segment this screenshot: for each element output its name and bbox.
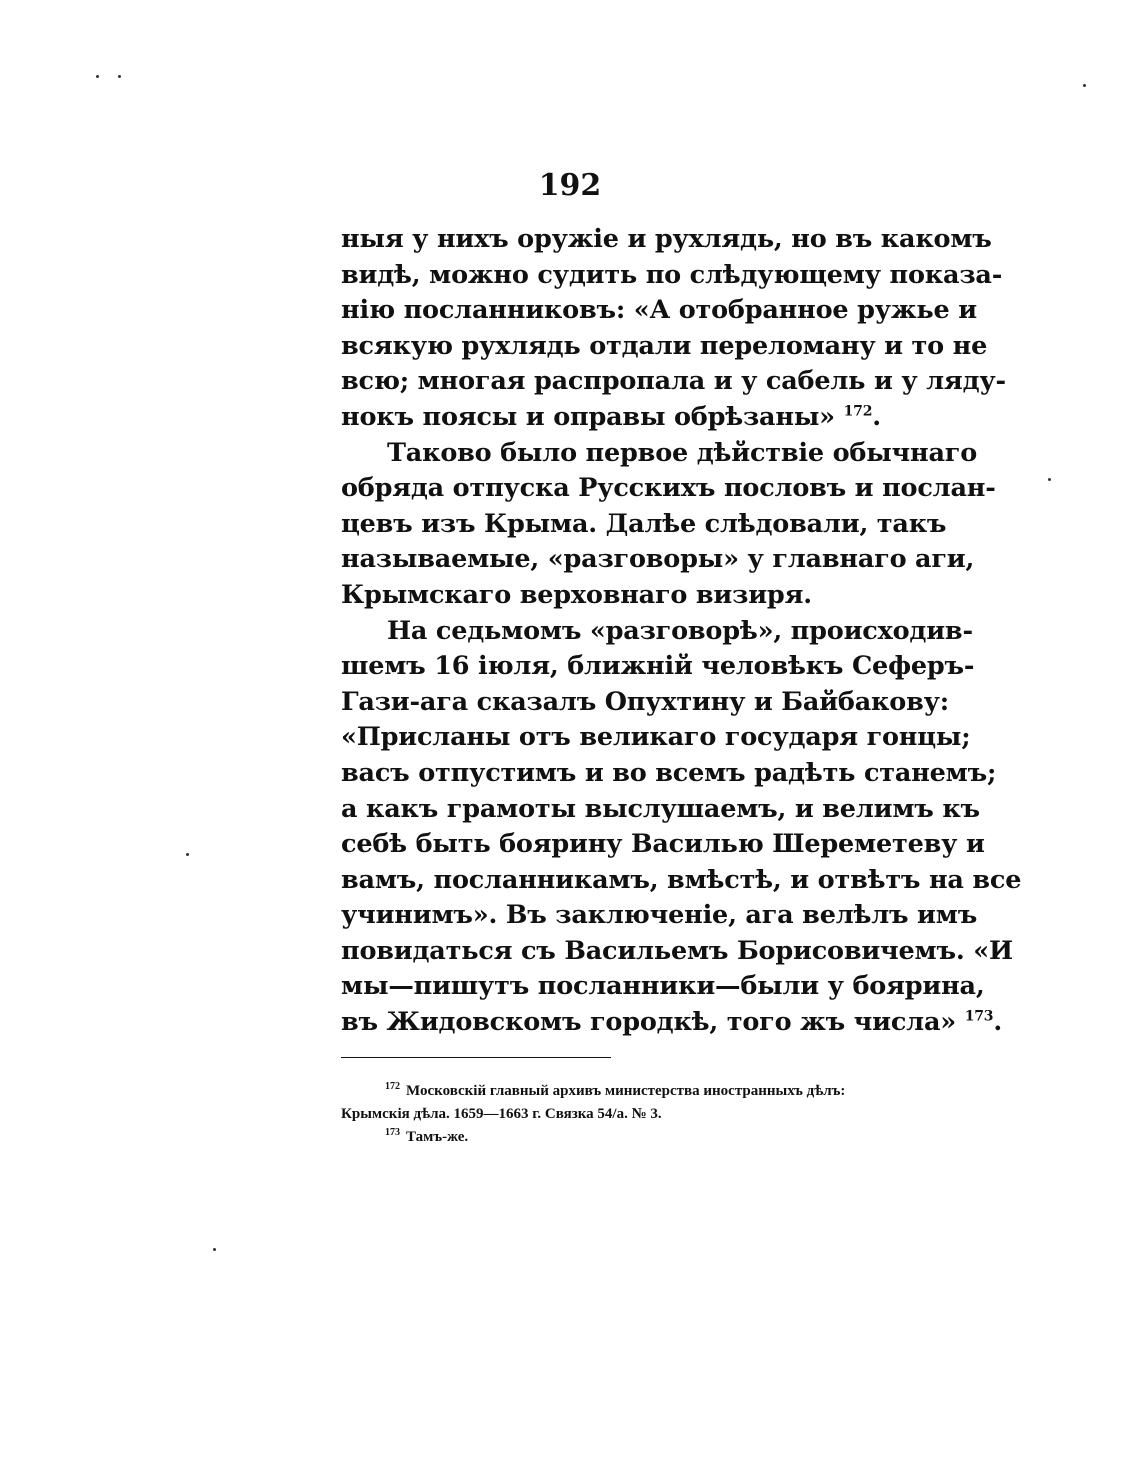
paragraph-1 [341,222,1006,436]
text-line: себѣ быть боярину Василью Шереметеву и [341,829,985,860]
scan-speck [118,75,121,78]
footnote-number: 173 [385,1127,400,1138]
footnote-line [341,1080,931,1103]
scan-speck [96,75,99,78]
text-line: шемъ 16 іюля, ближній человѣкъ Сеферъ- [341,651,975,682]
text-line: На седьмомъ «разговорѣ», происходив- [387,615,973,646]
text-line: нію посланниковъ: «А отобранное ружье и [341,295,977,326]
scan-speck [1048,478,1051,481]
text-line [341,1005,1003,1041]
line-tail: . [872,401,881,432]
text-line-content: нокъ поясы и оправы обрѣзаны» [341,401,835,432]
text-line: всю; многая распропала и у сабель и у ляду- [341,366,1006,397]
text-line: Таково было первое дѣйствіе обычнаго [387,437,978,468]
footnote-text: Тамъ-же. [406,1129,469,1145]
paragraph-3 [341,614,1022,1041]
text-line: обряда отпуска Русскихъ пословъ и послан- [341,473,996,504]
text-line: видѣ, можно судить по слѣдующему показа- [341,259,1003,290]
text-line: повидаться съ Васильемъ Борисовичемъ. «И [341,935,1013,966]
scan-speck [186,853,189,856]
text-line: мы—пишутъ посланники—были у боярина, [341,971,985,1002]
scan-speck [1083,84,1086,87]
footnote-172 [341,1080,931,1126]
text-line: ныя у нихъ оружіе и рухлядь, но въ какомъ [341,224,992,254]
page-number: 192 [538,168,602,203]
text-line: Крымскаго верховнаго визиря. [341,579,812,610]
line-tail: . [993,1007,1003,1038]
text-line: Гази-ага сказалъ Опухтину и Байбакову: [341,686,949,717]
footnotes [341,1080,931,1149]
footnote-divider [341,1057,611,1058]
footnote-number: 172 [385,1081,400,1092]
body-text [341,222,1022,1041]
scan-speck [213,1248,216,1251]
text-line: а какъ грамоты выслушаемъ, и велимъ къ [341,793,980,824]
footnote-ref-172[interactable]: 172 [843,403,873,420]
text-line-content: въ Жидовскомъ городкѣ, того жъ числа» [341,1007,957,1038]
text-line: васъ отпустимъ и во всемъ радѣть станемъ; [341,757,997,788]
footnote-173 [341,1126,931,1149]
paragraph-2 [341,436,996,614]
footnote-line: Крымскія дѣла. 1659—1663 г. Связка 54/а. № 3. [341,1106,662,1122]
footnote-line [341,1126,931,1149]
text-line: учинимъ». Въ заключеніе, ага велѣлъ имъ [341,900,978,931]
text-line [341,400,931,436]
footnote-text: Московскій главный архивъ министерства иностранныхъ дѣлъ: [406,1083,846,1099]
text-line: всякую рухлядь отдали переломану и то не [341,330,988,361]
footnote-ref-173[interactable]: 173 [964,1008,994,1025]
text-line: цевъ изъ Крыма. Далѣе слѣдовали, такъ [341,508,947,539]
text-line: «Присланы отъ великаго государя гонцы; [341,722,971,753]
text-line: называемые, «разговоры» у главнаго аги, [341,544,975,575]
text-line: вамъ, посланникамъ, вмѣстѣ, и отвѣтъ на все [341,864,1022,895]
